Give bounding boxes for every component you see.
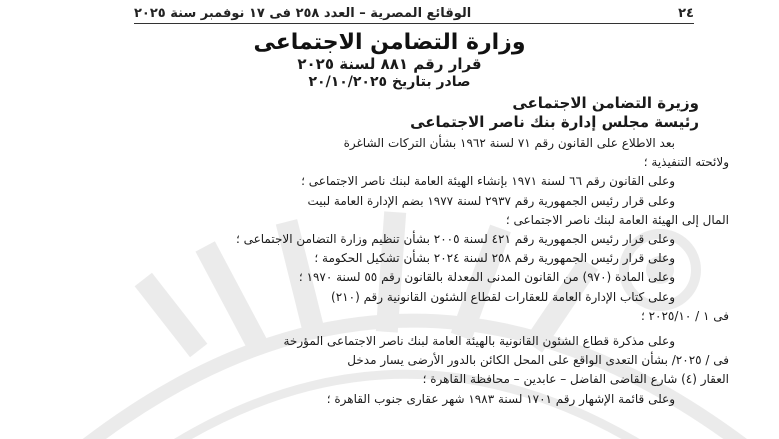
- header-divider: [134, 23, 694, 24]
- body-line: وعلى مذكرة قطاع الشئون القانونية بالهيئة العامة لبنك ناصر الاجتماعى المؤرخة: [283, 334, 675, 349]
- decree-body: [89, 134, 729, 409]
- body-line: وعلى قرار رئيس الجمهورية رقم ٢٥٨ لسنة ٢٠٢٤ بشأن تشكيل الحكومة ؛: [314, 251, 675, 266]
- body-line: ولائحته التنفيذية ؛: [643, 155, 729, 170]
- body-line: فى / ٢٠٢٥/ بشأن التعدى الواقع على المحل الكائن بالدور الأرضى يسار مدخل: [347, 353, 729, 368]
- authority-bank-chair: رئيسة مجلس إدارة بنك ناصر الاجتماعى: [410, 113, 699, 131]
- body-line: وعلى كتاب الإدارة العامة للعقارات لقطاع الشئون القانونية رقم (٢١٠): [331, 289, 675, 304]
- body-line: العقار (٤) شارع القاضى الفاضل – عابدين – محافظة القاهرة ؛: [422, 372, 729, 387]
- issue-line: الوقائع المصرية – العدد ٢٥٨ فى ١٧ نوفمبر سنة ٢٠٢٥: [134, 5, 472, 21]
- body-line: وعلى قرار رئيس الجمهورية رقم ٢٩٣٧ لسنة ١٩٧٧ بضم الإدارة العامة لبيت: [307, 193, 675, 208]
- body-line: وعلى المادة (٩٧٠) من القانون المدنى المعدلة بالقانون رقم ٥٥ لسنة ١٩٧٠ ؛: [298, 270, 675, 285]
- ministry-title: وزارة التضامن الاجتماعى: [253, 30, 526, 55]
- authority-minister: وزيرة التضامن الاجتماعى: [512, 94, 699, 112]
- page-number: ٢٤: [678, 5, 694, 21]
- body-line: وعلى قرار رئيس الجمهورية رقم ٤٢١ لسنة ٢٠٠٥ بشأن تنظيم وزارة التضامن الاجتماعى ؛: [235, 232, 675, 247]
- issued-date: صادر بتاريخ ٢٠/١٠/٢٠٢٥: [308, 74, 471, 90]
- body-line: وعلى قائمة الإشهار رقم ١٧٠١ لسنة ١٩٨٣ شهر عقارى جنوب القاهرة ؛: [326, 391, 675, 406]
- gazette-header: [134, 4, 694, 22]
- decree-number: قرار رقم ٨٨١ لسنة ٢٠٢٥: [297, 55, 482, 73]
- body-line: المال إلى الهيئة العامة لبنك ناصر الاجتماعى ؛: [505, 212, 729, 227]
- body-line: وعلى القانون رقم ٦٦ لسنة ١٩٧١ بإنشاء الهيئة العامة لبنك ناصر الاجتماعى ؛: [301, 174, 675, 189]
- body-line: بعد الاطلاع على القانون رقم ٧١ لسنة ١٩٦٢ بشأن التركات الشاغرة: [343, 136, 675, 150]
- body-line: فى ١ / ٢٠٢٥/١٠ ؛: [640, 308, 729, 323]
